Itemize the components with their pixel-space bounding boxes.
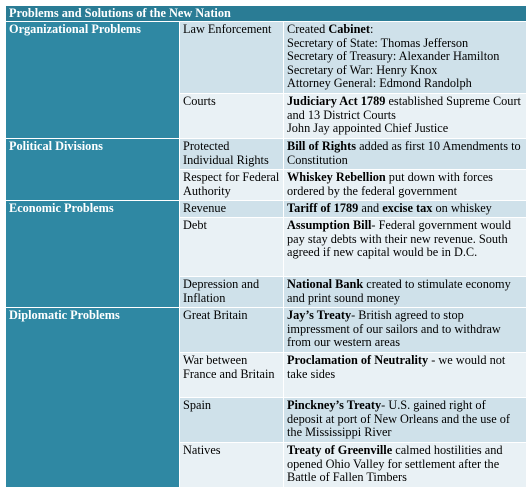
category-diplomatic: Diplomatic Problems bbox=[6, 308, 180, 488]
table-row bbox=[6, 22, 527, 94]
keyword-whiskey-rebellion: Whiskey Rebellion bbox=[287, 170, 386, 185]
keyword-assumption-bill: Assumption Bill bbox=[287, 218, 372, 233]
table-row bbox=[6, 201, 527, 218]
keyword-proclamation-neutrality: Proclamation of Neutrality bbox=[287, 353, 429, 368]
table-title: Problems and Solutions of the New Nation bbox=[6, 6, 527, 22]
problem-courts: Courts bbox=[180, 94, 284, 139]
solution-war-france-britain: Proclamation of Neutrality - we would not take sides bbox=[284, 353, 527, 398]
category-organizational: Organizational Problems bbox=[6, 22, 180, 139]
keyword-judiciary-act: Judiciary Act 1789 bbox=[287, 94, 386, 109]
problem-natives: Natives bbox=[180, 443, 284, 488]
solution-law-enforcement: Created Cabinet: Secretary of State: Thomas Jefferson Secretary of Treasury: Alexander Hamilton Secretary of War: Henry Knox Attorney General: Edmond Randolph bbox=[284, 22, 527, 94]
problem-great-britain: Great Britain bbox=[180, 308, 284, 353]
solution-great-britain: Jay’s Treaty- British agreed to stop impressment of our sailors and to withdraw from our western areas bbox=[284, 308, 527, 353]
category-political: Political Divisions bbox=[6, 139, 180, 201]
title-row bbox=[6, 6, 527, 22]
keyword-bill-of-rights: Bill of Rights bbox=[287, 139, 357, 154]
solution-federal-authority: Whiskey Rebellion put down with forces ordered by the federal government bbox=[284, 170, 527, 201]
solution-revenue: Tariff of 1789 and excise tax on whiskey bbox=[284, 201, 527, 218]
solution-courts: Judiciary Act 1789 established Supreme Court and 13 District Courts John Jay appointed Chief Justice bbox=[284, 94, 527, 139]
keyword-pinckneys-treaty: Pinckney’s Treaty bbox=[287, 398, 382, 413]
problem-revenue: Revenue bbox=[180, 201, 284, 218]
keyword-treaty-greenville: Treaty of Greenville bbox=[287, 443, 393, 458]
table-row bbox=[6, 308, 527, 353]
keyword-cabinet: Cabinet bbox=[328, 22, 370, 37]
keyword-national-bank: National Bank bbox=[287, 277, 364, 292]
keyword-jays-treaty: Jay’s Treaty bbox=[287, 308, 352, 323]
solution-spain: Pinckney’s Treaty- U.S. gained right of deposit at port of New Orleans and the use of the Mississippi River bbox=[284, 398, 527, 443]
table-row bbox=[6, 139, 527, 170]
solution-depression-inflation: National Bank created to stimulate economy and print sound money bbox=[284, 277, 527, 308]
problem-federal-authority: Respect for Federal Authority bbox=[180, 170, 284, 201]
keyword-excise-tax: excise tax bbox=[382, 201, 433, 216]
problem-war-france-britain: War between France and Britain bbox=[180, 353, 284, 398]
solution-natives: Treaty of Greenville calmed hostilities and opened Ohio Valley for settlement after the Battle of Fallen Timbers bbox=[284, 443, 527, 488]
keyword-tariff-1789: Tariff of 1789 bbox=[287, 201, 359, 216]
problem-law-enforcement: Law Enforcement bbox=[180, 22, 284, 94]
category-economic: Economic Problems bbox=[6, 201, 180, 308]
problem-depression-inflation: Depression and Inflation bbox=[180, 277, 284, 308]
problem-spain: Spain bbox=[180, 398, 284, 443]
solution-debt: Assumption Bill- Federal government would pay stay debts with their new revenue. South agreed if new capital would be in D.C. bbox=[284, 218, 527, 277]
solution-protected-rights: Bill of Rights added as first 10 Amendments to Constitution bbox=[284, 139, 527, 170]
problem-protected-rights: Protected Individual Rights bbox=[180, 139, 284, 170]
problems-solutions-table bbox=[5, 5, 527, 488]
problem-debt: Debt bbox=[180, 218, 284, 277]
